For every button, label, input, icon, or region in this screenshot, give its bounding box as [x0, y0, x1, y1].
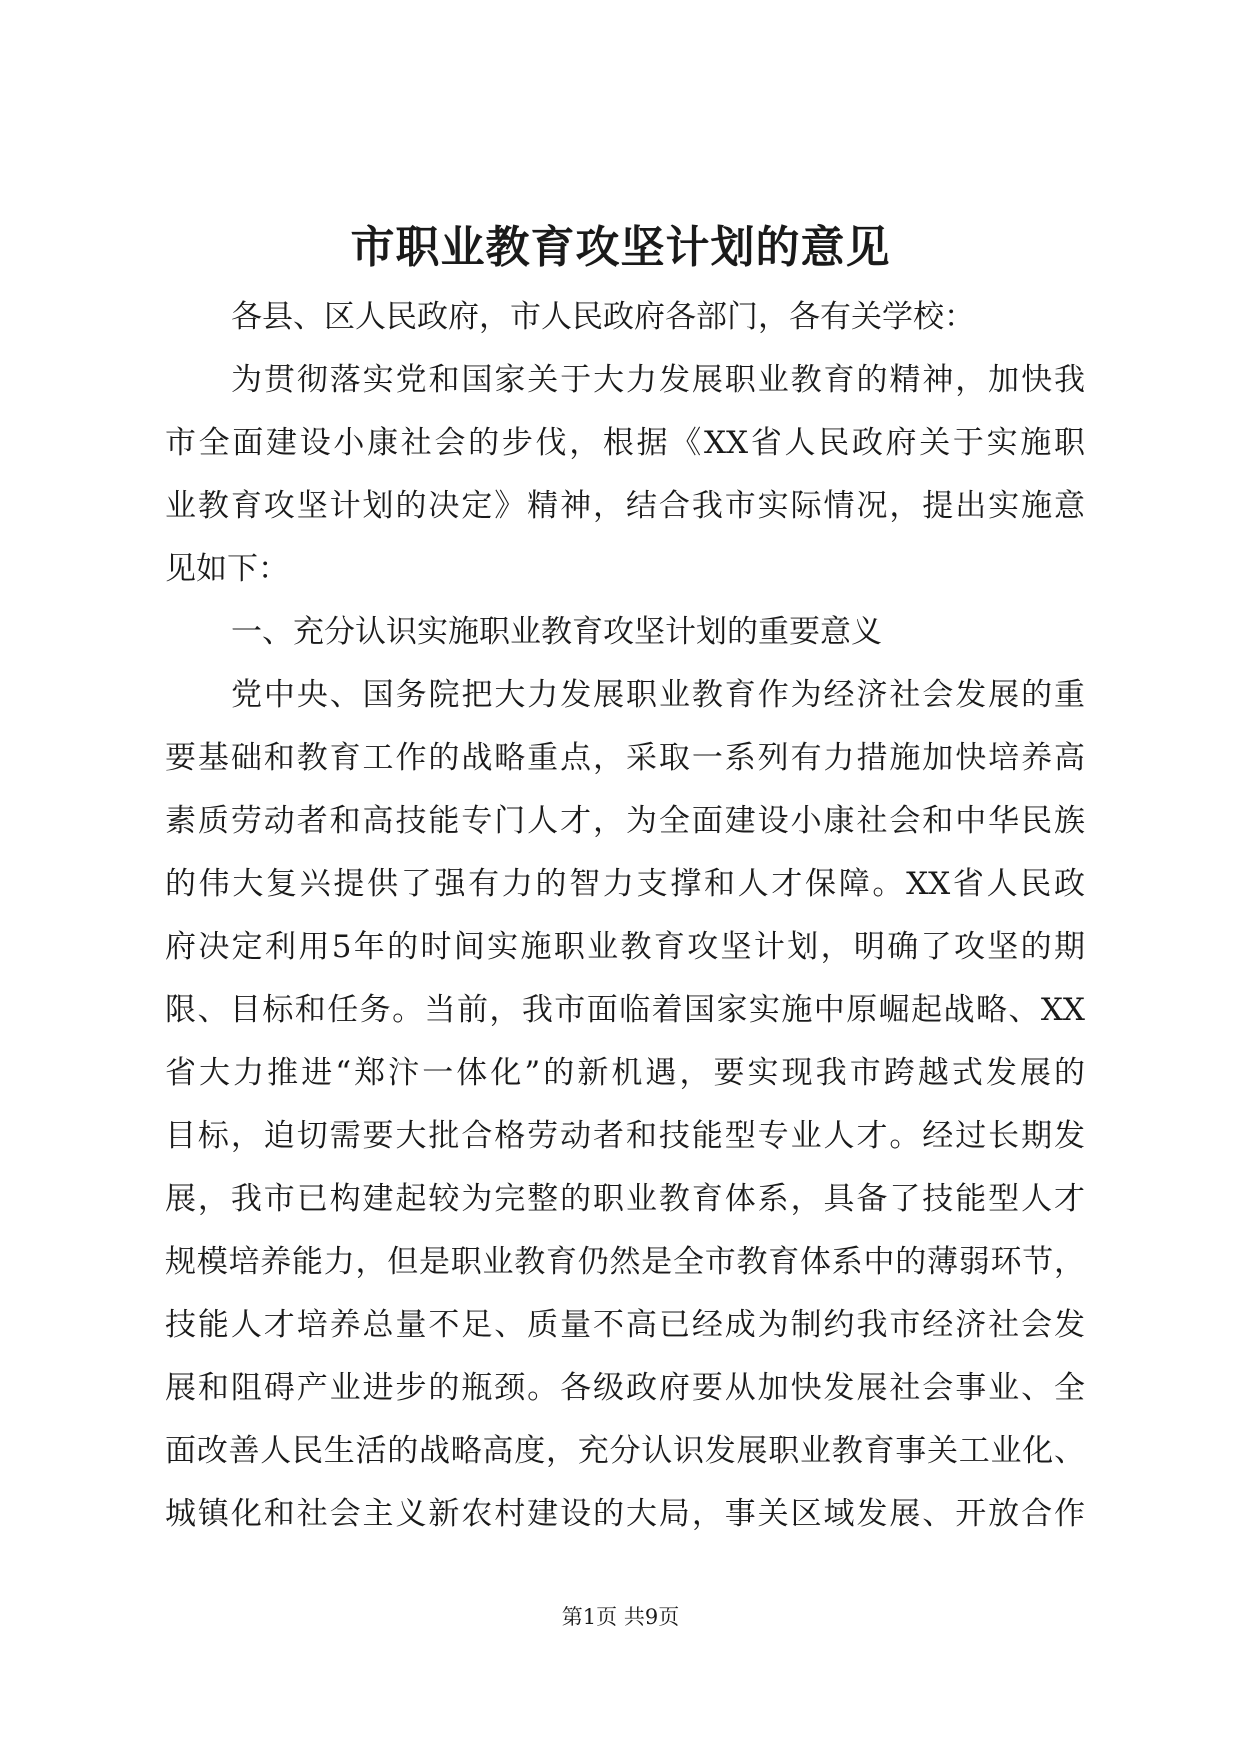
text-line: 的伟大复兴提供了强有力的智力支撑和人才保障。XX省人民政	[165, 866, 1085, 902]
text-line: 目标，迫切需要大批合格劳动者和技能型专业人才。经过长期发	[165, 1118, 1085, 1154]
text-line: 素质劳动者和高技能专门人才，为全面建设小康社会和中华民族	[165, 803, 1085, 839]
text-line: 市全面建设小康社会的步伐，根据《XX省人民政府关于实施职	[165, 425, 1085, 461]
text-line: 要基础和教育工作的战略重点，采取一系列有力措施加快培养高	[165, 740, 1085, 776]
text-line: 技能人才培养总量不足、质量不高已经成为制约我市经济社会发	[165, 1307, 1085, 1343]
document-body	[165, 286, 1085, 1546]
text-line: 规模培养能力，但是职业教育仍然是全市教育体系中的薄弱环节，	[165, 1244, 1085, 1280]
page-number-footer: 第1页 共9页	[561, 1605, 680, 1629]
paragraph-1	[165, 349, 1085, 601]
text-line: 党中央、国务院把大力发展职业教育作为经济社会发展的重	[231, 677, 1085, 713]
text-line: 展，我市已构建起较为完整的职业教育体系，具备了技能型人才	[165, 1181, 1085, 1217]
text-line: 展和阻碍产业进步的瓶颈。各级政府要从加快发展社会事业、全	[165, 1370, 1085, 1406]
section-heading: 一、充分认识实施职业教育攻坚计划的重要意义	[231, 614, 882, 650]
text-line: 为贯彻落实党和国家关于大力发展职业教育的精神，加快我	[231, 362, 1085, 398]
text-line: 面改善人民生活的战略高度，充分认识发展职业教育事关工业化、	[165, 1433, 1085, 1469]
salutation: 各县、区人民政府，市人民政府各部门，各有关学校：	[231, 299, 975, 335]
text-line: 省大力推进“郑汴一体化”的新机遇，要实现我市跨越式发展的	[165, 1055, 1085, 1091]
text-line: 府决定利用5年的时间实施职业教育攻坚计划，明确了攻坚的期	[165, 929, 1085, 965]
text-line: 限、目标和任务。当前，我市面临着国家实施中原崛起战略、XX	[165, 992, 1085, 1028]
text-line: 城镇化和社会主义新农村建设的大局，事关区域发展、开放合作	[165, 1496, 1085, 1532]
text-line: 见如下：	[165, 551, 289, 587]
paragraph-2	[165, 664, 1085, 1546]
text-line: 业教育攻坚计划的决定》精神，结合我市实际情况，提出实施意	[165, 488, 1085, 524]
document-title: 市职业教育攻坚计划的意见	[350, 222, 891, 273]
